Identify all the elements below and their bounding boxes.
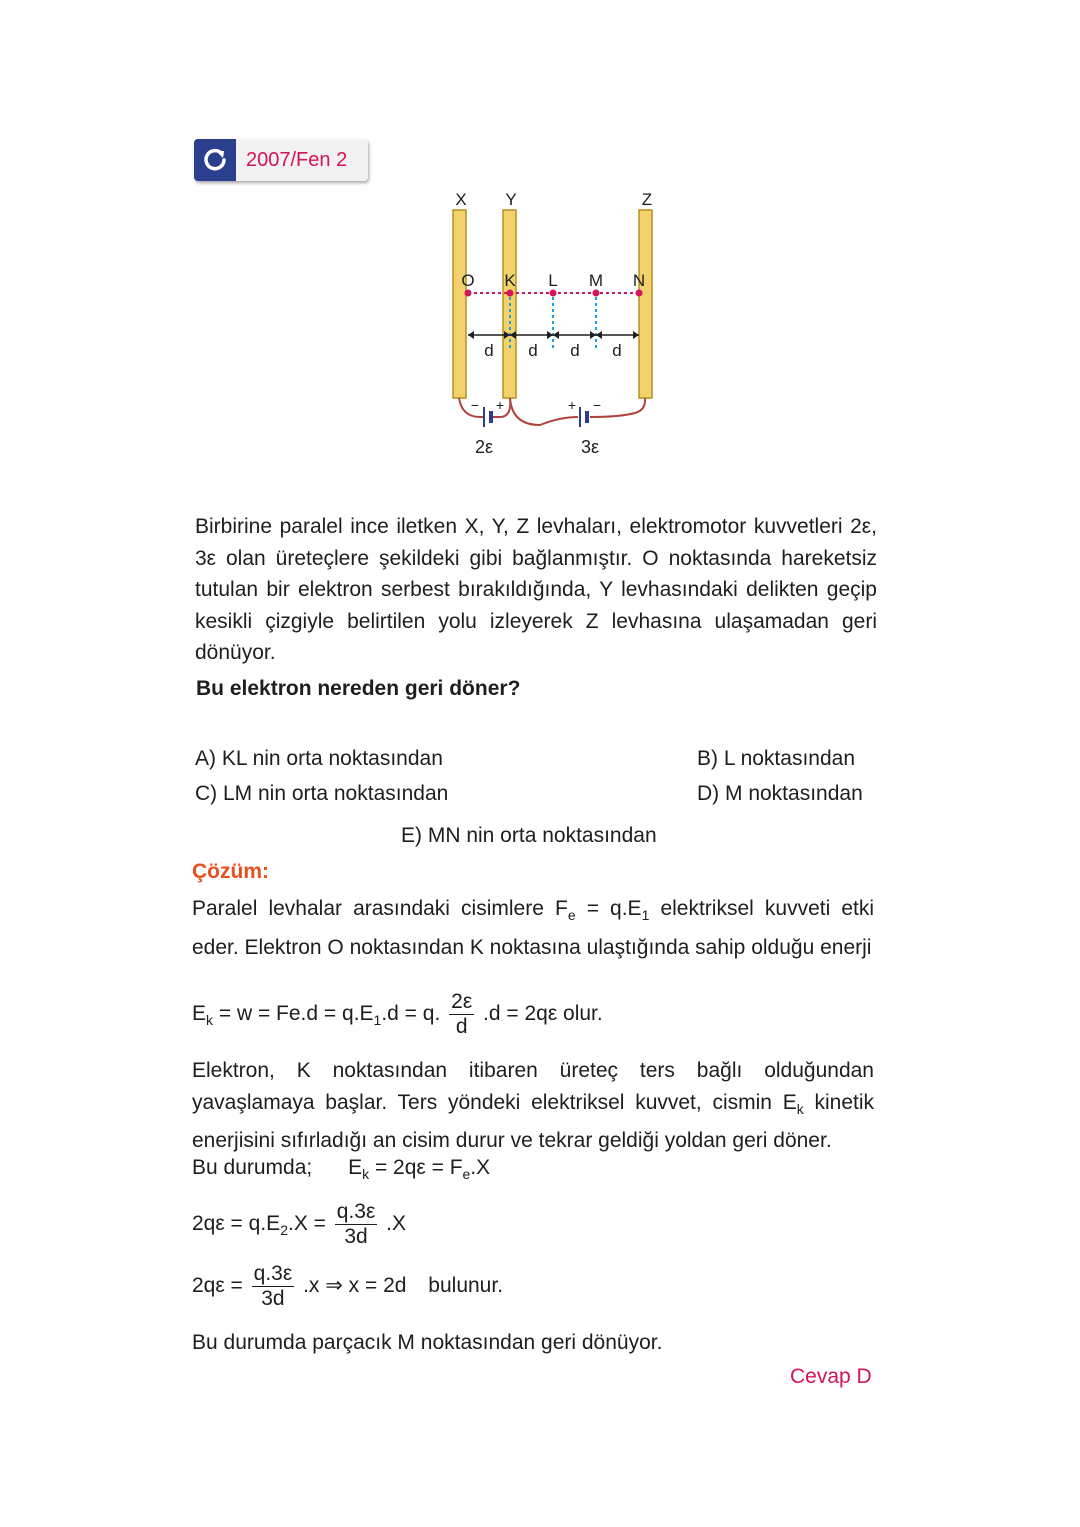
option-d: D) M noktasından xyxy=(697,782,863,805)
point-label-m: M xyxy=(588,271,604,290)
battery-2-label: 3ε xyxy=(580,437,600,457)
plate-x xyxy=(453,210,466,398)
plate-label-x: X xyxy=(455,190,467,209)
plate-label-z: Z xyxy=(641,190,653,209)
option-b: B) L noktasından xyxy=(697,747,855,770)
source-badge xyxy=(194,139,368,181)
plate-label-y: Y xyxy=(505,190,517,209)
solution-title: Çözüm: xyxy=(192,860,269,883)
answer-label: Cevap D xyxy=(790,1365,872,1388)
equation-condition: Bu durumda; $E_k = 2q\varepsilon = F_e.X$ xyxy=(192,1156,491,1183)
distance-label-2: d xyxy=(528,341,538,360)
equation-result: 2qε = $\frac{q.3\varepsilon}{3d}$ .x ⇒ x = 2d bulunur. xyxy=(192,1262,504,1310)
battery-1-minus: − xyxy=(470,397,480,413)
solution-conclusion: Bu durumda parçacık M noktasından geri dönüyor. xyxy=(192,1331,663,1354)
question-prompt: Bu elektron nereden geri döner? xyxy=(196,677,521,700)
point-n xyxy=(636,290,643,297)
point-o xyxy=(465,290,472,297)
solution-paragraph-2: Elektron, K noktasından itibaren üreteç ters bağlı olduğundan yavaşlamaya başlar. Ters yöndeki elektriksel kuvvet, cismin $E_k$ kinetik enerjisini sıfırladığı an cisim durur ve tekrar geldiği yoldan geri döner. xyxy=(192,1059,875,1153)
battery-2-minus: − xyxy=(592,397,602,413)
point-m xyxy=(593,290,600,297)
point-l xyxy=(550,290,557,297)
point-k xyxy=(507,290,514,297)
plate-z xyxy=(639,210,652,398)
battery-1-plus: + xyxy=(495,397,505,413)
point-label-o: O xyxy=(461,271,475,290)
equation-kinetic-energy: $E_k = w = Fe.d = q.E_1.d = q$. $\frac{2\varepsilon}{d}$ .d = 2qε olur. xyxy=(192,990,603,1038)
battery-1-label: 2ε xyxy=(474,437,494,457)
circuit-figure xyxy=(440,185,670,465)
distance-label-3: d xyxy=(570,341,580,360)
battery-2-plus: + xyxy=(567,397,577,413)
distance-label-1: d xyxy=(484,341,494,360)
distance-label-4: d xyxy=(612,341,622,360)
option-c: C) LM nin orta noktasından xyxy=(195,782,449,805)
source-label: 2007/Fen 2 xyxy=(246,148,348,171)
equation-field: $2q\varepsilon = q.E_2.X$ = $\frac{q.3\varepsilon}{3d}$ .X xyxy=(192,1200,407,1248)
option-e: E) MN nin orta noktasından xyxy=(401,824,657,847)
point-label-n: N xyxy=(632,271,646,290)
point-label-l: L xyxy=(548,271,558,290)
question-text: Birbirine paralel ince iletken X, Y, Z levhaları, elektromotor kuvvetleri 2ε, 3ε olan üreteçlere şekildeki gibi bağlanmıştır. O noktasında hareketsiz tutulan bir elektron serbest bırakıldığında, Y levhasındaki delikten geçip kesikli çizgiyle belirtilen yolu izleyerek Z levhasına ulaşamadan geri dönüyor. xyxy=(195,515,877,664)
point-label-k: K xyxy=(504,271,516,290)
refresh-icon xyxy=(194,139,236,181)
wire-2 xyxy=(510,398,645,425)
option-a: A) KL nin orta noktasından xyxy=(195,747,443,770)
solution-paragraph-1: Paralel levhalar arasındaki cisimlere $F_e = q.E_1$ elektriksel kuvveti etki eder. Elektron O noktasından K noktasına ulaştığında sahip olduğu enerji xyxy=(192,897,875,959)
